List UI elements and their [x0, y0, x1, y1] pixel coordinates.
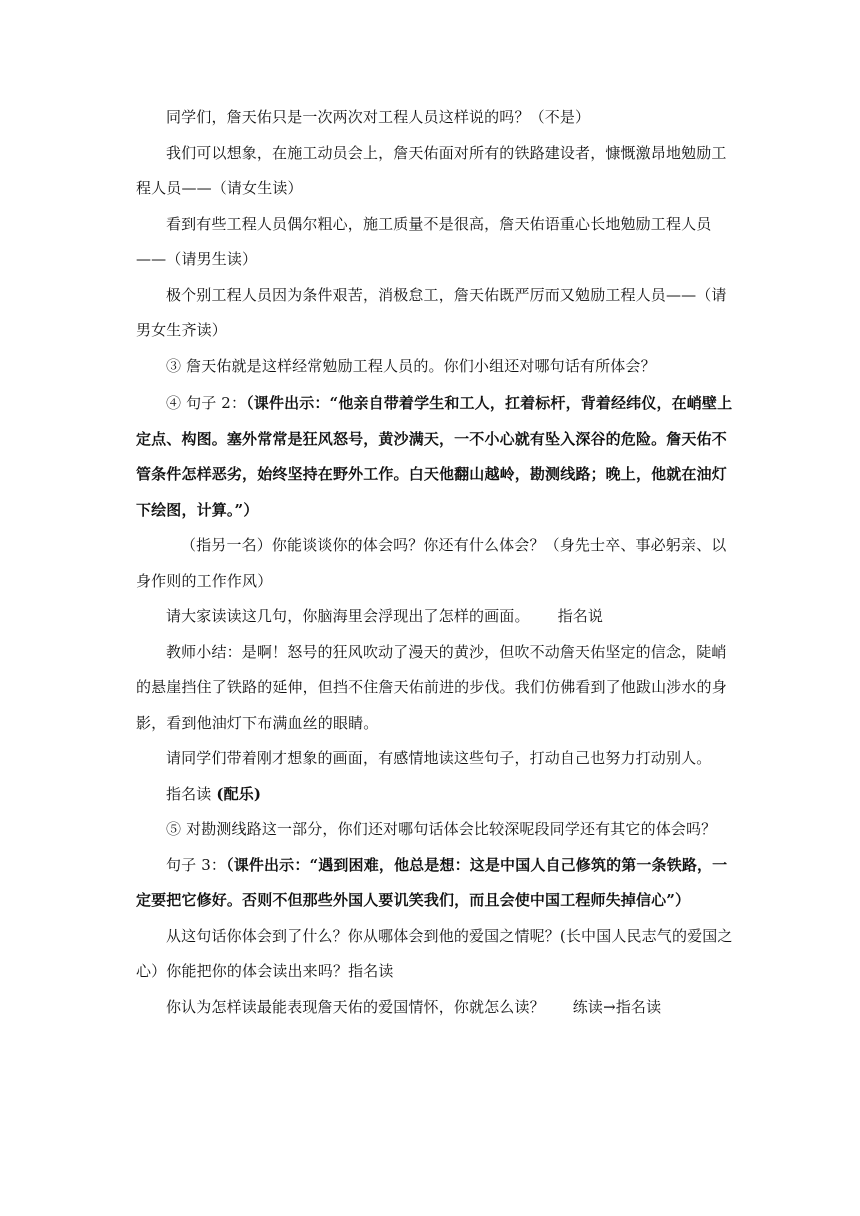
imagine-scene-text: 请大家读读这几句，你脑海里会浮现出了怎样的画面。 — [166, 607, 530, 625]
paragraph-sentence-2 — [136, 386, 736, 528]
paragraph-how-to-read — [136, 990, 736, 1026]
sentence-2-label: ④ 句子 2： — [166, 394, 247, 412]
paragraph-teacher-summary: 教师小结：是啊！怒号的狂风吹动了漫天的黄沙，但吹不动詹天佑坚定的信念，陡峭的悬崖挡住了铁路的延伸，但挡不住詹天佑前进的步伐。我们仿佛看到了他跋山涉水的身影，看到他油灯下布满血丝的眼睛。 — [136, 642, 727, 732]
paragraph-patriotism: 从这句话你体会到了什么？你从哪体会到他的爱国之情呢？(长中国人民志气的爱国之心）你能把你的体会读出来吗？指名读 — [136, 926, 733, 980]
paragraph-survey-question: ⑤ 对勘测线路这一部分，你们还对哪句话体会比较深呢段同学还有其它的体会吗？ — [166, 820, 717, 838]
paragraph-slack-workers: 极个别工程人员因为条件艰苦，消极怠工，詹天佑既严厉而又勉励工程人员——（请男女生齐读） — [136, 285, 727, 339]
document-page — [136, 100, 736, 1025]
how-to-read-note: 练读→指名读 — [572, 997, 662, 1016]
paragraph-careless-workers: 看到有些工程人员偶尔粗心，施工质量不是很高，詹天佑语重心长地勉励工程人员——（请男生读） — [136, 214, 712, 268]
named-reading-music: (配乐) — [216, 784, 262, 803]
paragraph-imagine-meeting: 我们可以想象，在施工动员会上，詹天佑面对所有的铁路建设者，慷慨激昂地勉励工程人员——（请女生读） — [136, 143, 727, 197]
sentence-3-label: 句子 3： — [166, 855, 227, 874]
paragraph-question-repeat: 同学们，詹天佑只是一次两次对工程人员这样说的吗？（不是） — [166, 108, 591, 126]
paragraph-named-reading — [136, 777, 736, 813]
how-to-read-text: 你认为怎样读最能表现詹天佑的爱国情怀，你就怎么读？ — [166, 997, 545, 1016]
paragraph-imagine-scene — [136, 599, 736, 635]
paragraph-sentence-3 — [136, 848, 736, 919]
paragraph-group-question: ③ 詹天佑就是这样经常勉励工程人员的。你们小组还对哪句话有所体会？ — [166, 356, 656, 375]
imagine-scene-note: 指名说 — [557, 607, 604, 625]
sentence-2-quote: （课件出示：“他亲自带着学生和工人，扛着标杆，背着经纬仪，在峭壁上定点、构图。塞外常常是狂风怒号，黄沙满天，一不小心就有坠入深谷的危险。詹天佑不管条件怎样恶劣，始终坚持在野外工作。白天他翻山越岭，勘测线路；晚上，他就在油灯下绘图，计算。”） — [136, 394, 733, 519]
paragraph-share-feeling: （指另一名）你能谈谈你的体会吗？你还有什么体会？（身先士卒、事必躬亲、以身作则的工作作风） — [136, 536, 727, 590]
sentence-3-quote: （课件出示：“遇到困难，他总是想：这是中国人自己修筑的第一条铁路，一定要把它修好。否则不但那些外国人要讥笑我们，而且会使中国工程师失掉信心”） — [136, 855, 728, 909]
paragraph-read-with-feeling: 请同学们带着刚才想象的画面，有感情地读这些句子，打动自己也努力打动别人。 — [166, 749, 712, 767]
named-reading-label: 指名读 — [166, 784, 217, 803]
